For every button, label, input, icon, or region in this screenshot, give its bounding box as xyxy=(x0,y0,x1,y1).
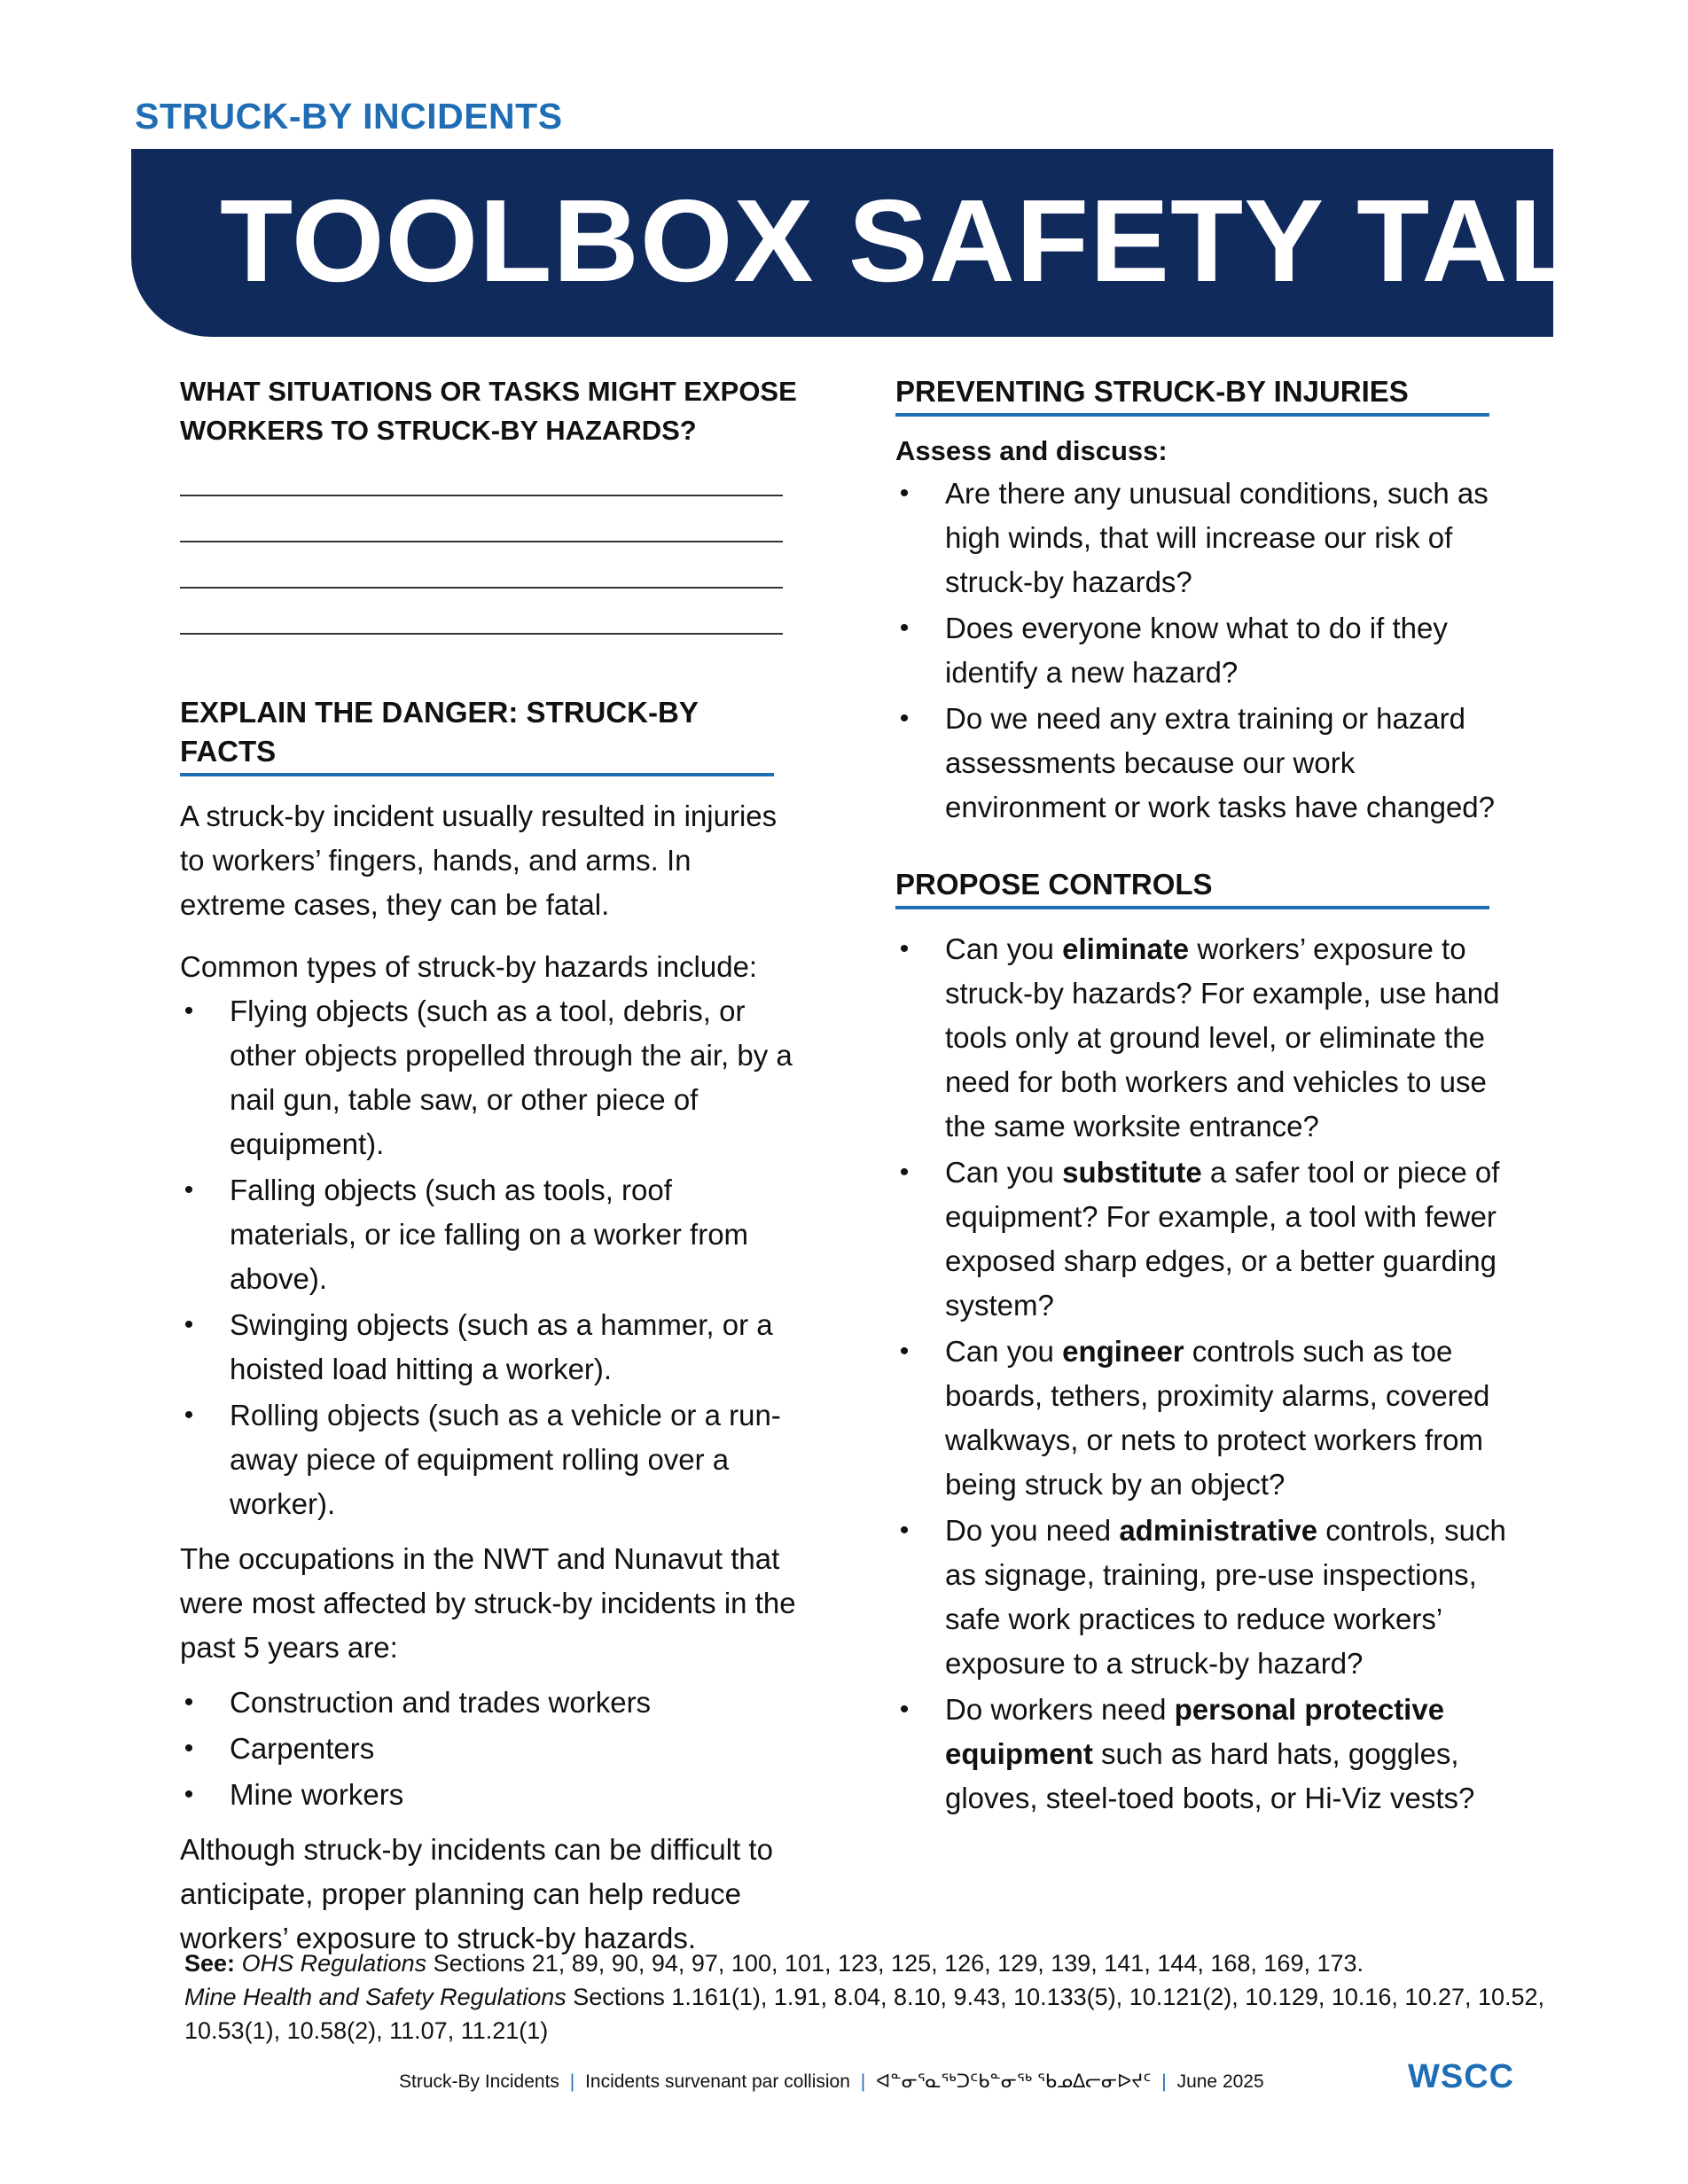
control-keyword: eliminate xyxy=(1062,932,1190,965)
title-banner xyxy=(131,149,1670,337)
bullet-icon: • xyxy=(899,1158,910,1187)
question-heading: WHAT SITUATIONS OR TASKS MIGHT EXPOSE WORKERS TO STRUCK-BY HAZARDS? xyxy=(180,376,797,446)
wscc-logo: WSCC xyxy=(1408,2058,1515,2095)
list-item-text: Are there any unusual conditions, such as high winds, that will increase our risk of struck-by hazards? xyxy=(945,477,1489,598)
list-item-text: Flying objects (such as a tool, debris, or other objects propelled through the air, by a nail gun, table saw, or other piece of equipment). xyxy=(230,994,793,1160)
footer-iu: ᐊᓐᓂᕐᓇᖅᑐᑦᑲᓐᓂᖅ ᖃᓄᐃᓕᓂᐅᔪᑦ xyxy=(876,2071,1152,2092)
list-item xyxy=(180,1727,801,1771)
list-item xyxy=(180,1168,801,1301)
list-item xyxy=(895,472,1516,604)
ohs-sections: Sections 21, 89, 90, 94, 97, 100, 101, 123, 125, 126, 129, 139, 141, 144, 168, 169, 173. xyxy=(426,1950,1364,1977)
list-item xyxy=(895,697,1516,830)
control-keyword: engineer xyxy=(1062,1335,1184,1368)
left-column xyxy=(180,372,801,1961)
bullet-icon: • xyxy=(899,1516,910,1545)
control-text: controls such as toe boards, tethers, proximity alarms, covered walkways, or nets to protect workers from being struck by an object? xyxy=(945,1335,1490,1501)
bullet-icon: • xyxy=(899,934,910,963)
control-keyword: substitute xyxy=(1062,1156,1202,1189)
list-item-text: Swinging objects (such as a hammer, or a hoisted load hitting a worker). xyxy=(230,1308,773,1385)
footer-date: June 2025 xyxy=(1176,2071,1264,2092)
list-item-text: Do we need any extra training or hazard assessments because our work environment or work tasks have changed? xyxy=(945,702,1496,823)
list-item xyxy=(895,1330,1516,1507)
control-text: controls, such as signage, training, pre-use inspections, safe work practices to reduce workers’ exposure to a struck-by hazard? xyxy=(945,1514,1506,1680)
list-item xyxy=(895,927,1516,1149)
answer-line[interactable] xyxy=(180,542,783,589)
footer-text xyxy=(399,2069,1264,2095)
assess-list xyxy=(895,472,1516,830)
control-text: Can you xyxy=(945,1156,1063,1189)
bullet-icon: • xyxy=(899,613,910,643)
bullet-icon: • xyxy=(899,704,910,733)
list-item-text: Construction and trades workers xyxy=(230,1686,652,1719)
occupations-list xyxy=(180,1681,801,1817)
control-text: a safer tool or piece of equipment? For example, a tool with fewer exposed sharp edges, or a better guarding system? xyxy=(945,1156,1500,1322)
bullet-icon: • xyxy=(184,1310,194,1339)
list-item xyxy=(180,1681,801,1725)
list-item xyxy=(895,1688,1516,1821)
bullet-icon: • xyxy=(184,1175,194,1205)
banner-title: TOOLBOX SAFETY TALK xyxy=(220,176,1670,306)
list-item xyxy=(180,1393,801,1526)
answer-line[interactable] xyxy=(180,450,783,496)
controls-heading-text: PROPOSE CONTROLS xyxy=(895,868,1213,901)
bullet-icon: • xyxy=(899,1695,910,1724)
answer-line[interactable] xyxy=(180,496,783,542)
control-text: workers’ exposure to struck-by hazards? For example, use hand tools only at ground level, or eliminate the need for both workers and vehicles to use the same worksite entrance? xyxy=(945,932,1500,1143)
control-text: Do you need xyxy=(945,1514,1120,1547)
preventing-heading-text: PREVENTING STRUCK-BY INJURIES xyxy=(895,375,1409,408)
assess-label: Assess and discuss: xyxy=(895,435,1168,466)
closing-paragraph: Although struck-by incidents can be difficult to anticipate, proper planning can help reduce workers’ exposure to struck-by hazards. xyxy=(180,1833,773,1954)
list-item xyxy=(895,606,1516,695)
bullet-icon: • xyxy=(899,479,910,508)
control-text: such as hard hats, goggles, gloves, steel-toed boots, or Hi-Viz vests? xyxy=(945,1737,1475,1814)
controls-heading xyxy=(895,865,1489,909)
right-column xyxy=(895,372,1516,1822)
list-item-text: Rolling objects (such as a vehicle or a run-away piece of equipment rolling over a worker). xyxy=(230,1399,781,1520)
list-item xyxy=(180,1773,801,1817)
bullet-icon: • xyxy=(184,1400,194,1430)
control-text: Can you xyxy=(945,932,1063,965)
bullet-icon: • xyxy=(184,1688,194,1717)
mine-sections: Sections 1.161(1), 1.91, 8.04, 8.10, 9.43, 10.133(5), 10.121(2), 10.129, 10.16, 10.27, 10.52, 10.53(1), 10.58(2), 11.07, 11.21(1) xyxy=(184,1984,1545,2044)
footer-separator: | xyxy=(860,2071,866,2092)
footer-separator: | xyxy=(569,2071,575,2092)
footer-separator: | xyxy=(1161,2071,1167,2092)
footer-fr: Incidents survenant par collision xyxy=(585,2071,850,2092)
list-item xyxy=(180,989,801,1166)
mine-title: Mine Health and Safety Regulations xyxy=(184,1984,567,2010)
see-label: See: xyxy=(184,1950,236,1977)
controls-list xyxy=(895,927,1516,1821)
bullet-icon: • xyxy=(184,1734,194,1763)
list-item-text: Falling objects (such as tools, roof materials, or ice falling on a worker from above). xyxy=(230,1174,749,1295)
list-item-text: Carpenters xyxy=(230,1732,375,1765)
list-item-text: Mine workers xyxy=(230,1778,404,1811)
danger-heading-text: EXPLAIN THE DANGER: STRUCK-BY FACTS xyxy=(180,696,699,768)
list-item xyxy=(895,1509,1516,1686)
references-block xyxy=(184,1946,1567,2048)
preventing-heading xyxy=(895,372,1489,417)
control-text: Do workers need xyxy=(945,1693,1175,1726)
bullet-icon: • xyxy=(899,1337,910,1366)
hazard-types-list xyxy=(180,989,801,1526)
control-keyword: personal protective equipment xyxy=(945,1693,1445,1770)
bullet-icon: • xyxy=(184,996,194,1026)
danger-heading xyxy=(180,693,774,776)
control-text: Can you xyxy=(945,1335,1063,1368)
intro-paragraph: A struck-by incident usually resulted in injuries to workers’ fingers, hands, and arms. In extreme cases, they can be fatal. xyxy=(180,800,778,921)
occupations-intro: The occupations in the NWT and Nunavut that were most affected by struck-by incidents in the past 5 years are: xyxy=(180,1542,796,1664)
types-intro: Common types of struck-by hazards include: xyxy=(180,950,758,983)
list-item xyxy=(180,1303,801,1392)
bullet-icon: • xyxy=(184,1780,194,1809)
doc-label: STRUCK-BY INCIDENTS xyxy=(135,96,563,136)
control-keyword: administrative xyxy=(1119,1514,1318,1547)
footer-en: Struck-By Incidents xyxy=(399,2071,559,2092)
list-item xyxy=(895,1150,1516,1328)
answer-lines xyxy=(180,450,801,635)
ohs-title: OHS Regulations xyxy=(241,1950,427,1977)
answer-line[interactable] xyxy=(180,589,783,635)
list-item-text: Does everyone know what to do if they identify a new hazard? xyxy=(945,612,1448,689)
